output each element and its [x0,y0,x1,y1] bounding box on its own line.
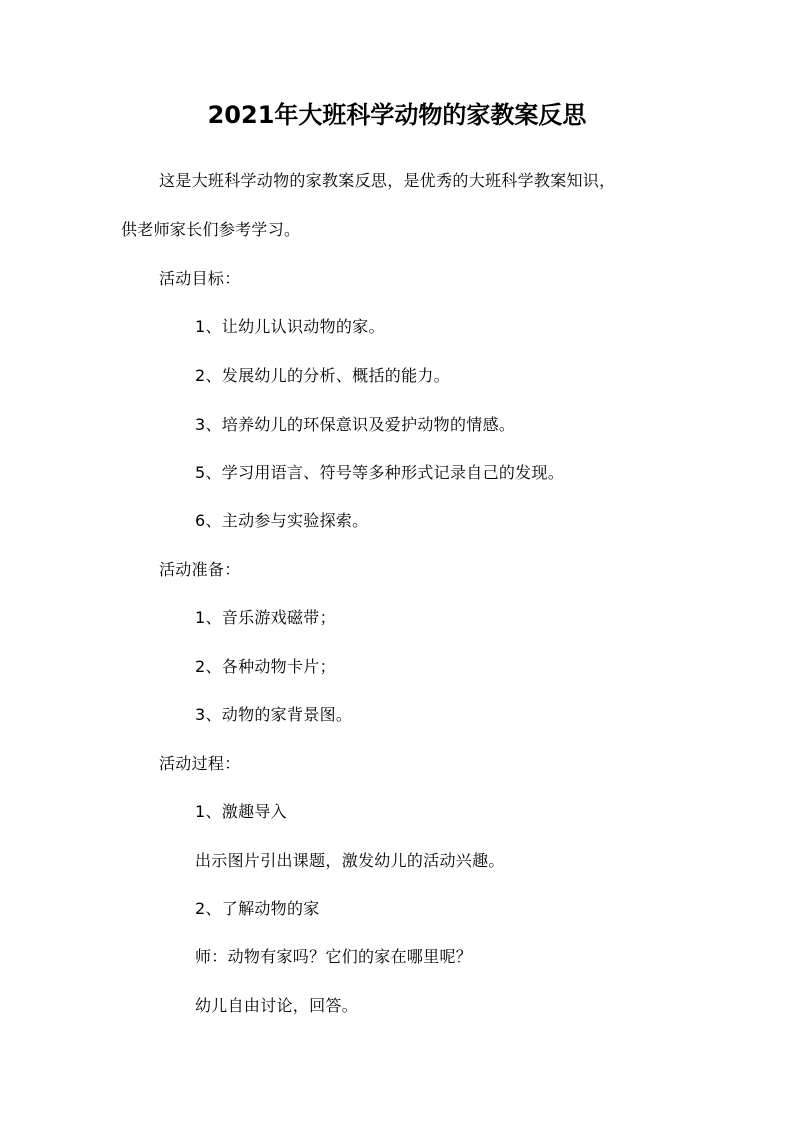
section-heading-preparation: 活动准备： [159,560,241,579]
process-item: 幼儿自由讨论，回答。 [195,996,359,1015]
section-heading-process: 活动过程： [159,754,241,773]
objective-item: 2、发展幼儿的分析、概括的能力。 [195,366,450,385]
section-heading-objectives: 活动目标： [159,269,241,288]
preparation-item: 1、音乐游戏磁带； [195,608,336,627]
process-item: 出示图片引出课题，激发幼儿的活动兴趣。 [195,851,505,870]
process-item: 师：动物有家吗？它们的家在哪里呢？ [195,947,473,966]
objective-item: 6、主动参与实验探索。 [195,511,369,530]
objective-item: 5、学习用语言、符号等多种形式记录自己的发现。 [195,463,565,482]
process-item: 1、激趣导入 [195,802,287,821]
intro-paragraph-line-2: 供老师家长们参考学习。 [121,220,301,239]
intro-paragraph-line-1: 这是大班科学动物的家教案反思，是优秀的大班科学教案知识， [159,171,616,190]
preparation-item: 3、动物的家背景图。 [195,705,353,724]
objective-item: 3、培养幼儿的环保意识及爱护动物的情感。 [195,415,516,434]
objective-item: 1、让幼儿认识动物的家。 [195,317,385,336]
process-item: 2、了解动物的家 [195,899,320,918]
page-title: 2021年大班科学动物的家教案反思 [207,101,587,129]
preparation-item: 2、各种动物卡片； [195,657,336,676]
